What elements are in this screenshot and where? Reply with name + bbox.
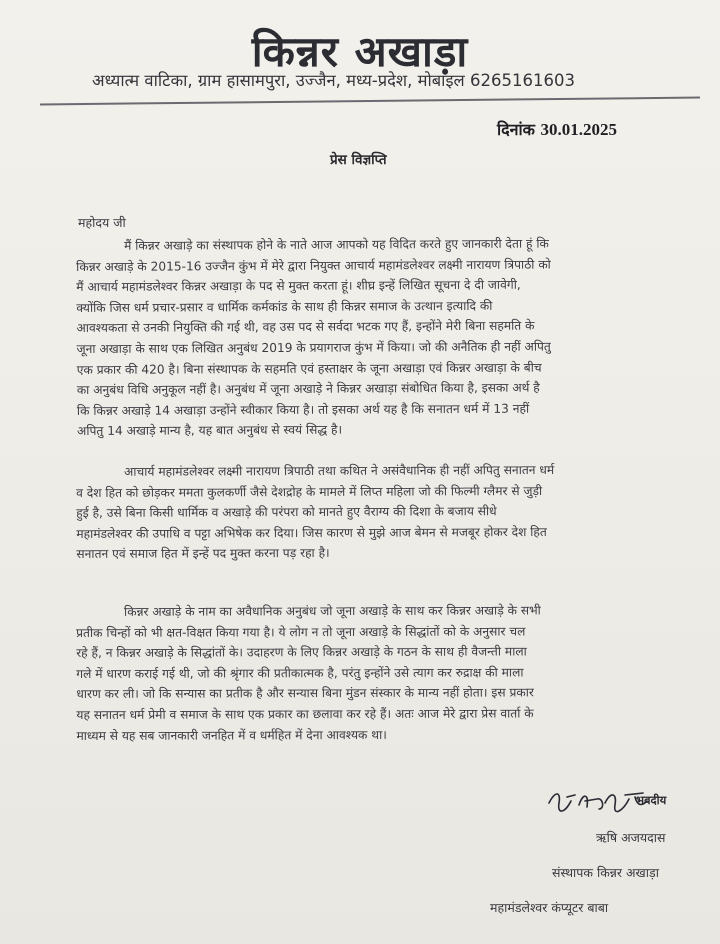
paragraph-line: क्योंकि जिस धर्म प्रचार-प्रसार व धार्मिक कर्मकांड के साथ ही किन्नर समाज के उत्थान इत्यादि की: [76, 298, 493, 315]
letterhead-divider: [40, 97, 700, 106]
paragraph-line: गले में धारण कराई गई थी, जो की श्रृंगार की प्रतीकात्मक है, परंतु इन्होंने उसे त्याग कर रुद्राक्ष की माला: [76, 665, 524, 681]
date-label: दिनांक: [497, 120, 535, 139]
paragraph-line: व देश हित को छोड़कर ममता कुलकर्णी जैसे देशद्रोह के मामले में लिप्त महिला जो की फिल्मी ग्लैमर से जुड़ी: [76, 483, 543, 500]
paragraph-line: एक प्रकार की 420 है। बिना संस्थापक के सहमति एवं हस्ताक्षर के जूना अखाड़ा एवं किन्नर अखाड़ा के बीच: [76, 360, 542, 377]
paragraph-line: आवश्यकता से उनकी नियुक्ति की गई थी, वह उस पद से सर्वदा भटक गए हैं, इन्होंने मेरी बिना सहमति के: [76, 318, 535, 336]
paragraph-line: अपितु 14 अखाड़े मान्य है, यह बात अनुबंध से स्वयं सिद्ध है।: [76, 422, 343, 439]
paragraph-line: मैं किन्नर अखाड़े का संस्थापक होने के नाते आज आपको यह विदित करते हुए जानकारी देता हूं कि: [124, 236, 549, 253]
paragraph-line: किन्नर अखाड़े के 2015-16 उज्जैन कुंभ में मेरे द्वारा नियुक्त आचार्य महामंडलेश्वर लक्ष्मी नारायण त्रिपाठी को: [76, 257, 551, 274]
paragraph-line: माध्यम से यह सब जानकारी जनहित में व धर्महित में देना आवश्यक था।: [76, 727, 387, 743]
letterhead-title: किन्नर अखाड़ा: [251, 27, 469, 76]
subject-heading: प्रेस विज्ञप्ति: [330, 152, 387, 168]
letterhead-address: अध्यात्म वाटिका, ग्राम हासामपुरा, उज्जैन, मध्य-प्रदेश, मोबाइल 6265161603: [92, 71, 575, 90]
paragraph-line: सनातन एवं समाज हित में इन्हें पद मुक्त करना पड़ रहा है।: [76, 546, 330, 562]
paragraph-line: प्रतीक चिन्हों को भी क्षत-विक्षत किया गया है। ये लोग न तो जूना अखाड़े के सिद्धांतों को के अनुसार चल: [76, 624, 526, 640]
signatory-role: संस्थापक किन्नर अखाड़ा: [552, 865, 659, 880]
paragraph-line: कि किन्नर अखाड़े 14 अखाड़ा उन्होंने स्वीकार किया है। तो इसका अर्थ यह है कि सनातन धर्म में 13 नहीं: [76, 401, 530, 418]
signatory-title: महामंडलेश्वर कंप्यूटर बाबा: [490, 900, 609, 915]
paragraph-line: रहे हैं, न किन्नर अखाड़े के सिद्धांतों के। उदाहरण के लिए किन्नर अखाड़े के गठन के साथ ही वैजन्ती माला: [76, 644, 527, 661]
paragraph-line: महामंडलेश्वर की उपाधि व पट्टा अभिषेक कर दिया। जिस कारण से मुझे आज बेमन से मजबूर होकर देश हित: [76, 524, 547, 541]
paragraph-3: [76, 600, 696, 746]
paragraph-1: [76, 233, 697, 442]
date-value: 30.01.2025: [540, 120, 618, 139]
paragraph-line: आचार्य महामंडलेश्वर लक्ष्मी नारायण त्रिपाठी तथा कथित ने असंवैधानिक ही नहीं अपितु सनातन धर्म: [124, 462, 555, 479]
paragraph-line: हुई है, उसे बिना किसी धार्मिक व अखाड़े की परंपरा को मानते हुए वैराग्य की दिशा के बजाय सीधे: [76, 504, 497, 521]
paragraph-line: किन्नर अखाड़े के नाम का अवैधानिक अनुबंध जो जूना अखाड़े के साथ कर किन्नर अखाड़े के सभी: [124, 603, 541, 619]
signatory-name: ऋषि अजयदास: [596, 830, 666, 845]
salutation: महोदय जी: [78, 215, 126, 230]
paragraph-line: धारण कर ली। जो कि सन्यास का प्रतीक है और सन्यास बिना मुंडन संस्कार के मान्य नहीं होता। इस प्रकार: [76, 685, 534, 702]
paragraph-2: [76, 459, 696, 565]
paragraph-line: का अनुबंध विधि अनुकूल नहीं है। अनुबंध में जूना अखाड़े ने किन्नर अखाड़ा संबोधित किया है, इसका अर्थ है: [76, 380, 540, 398]
paragraph-line: जूना अखाड़ा के साथ एक लिखित अनुबंध 2019 के प्रयागराज कुंभ में किया। जो की अनैतिक ही नहीं अपितु: [76, 339, 551, 356]
paragraph-line: यह सनातन धर्म प्रेमी व समाज के साथ एक प्रकार का छलावा कर रहे हैं। अतः आज मेरे द्वारा प्रेस वार्ता के: [76, 706, 534, 722]
date-line: [497, 118, 617, 140]
closing-valediction: भवदीय: [636, 793, 667, 807]
paragraph-line: मैं आचार्य महामंडलेश्वर किन्नर अखाड़ा के पद से मुक्त करता हूं। शीघ्र इन्हें लिखित सूचना दे दी जावेगी,: [76, 277, 521, 295]
